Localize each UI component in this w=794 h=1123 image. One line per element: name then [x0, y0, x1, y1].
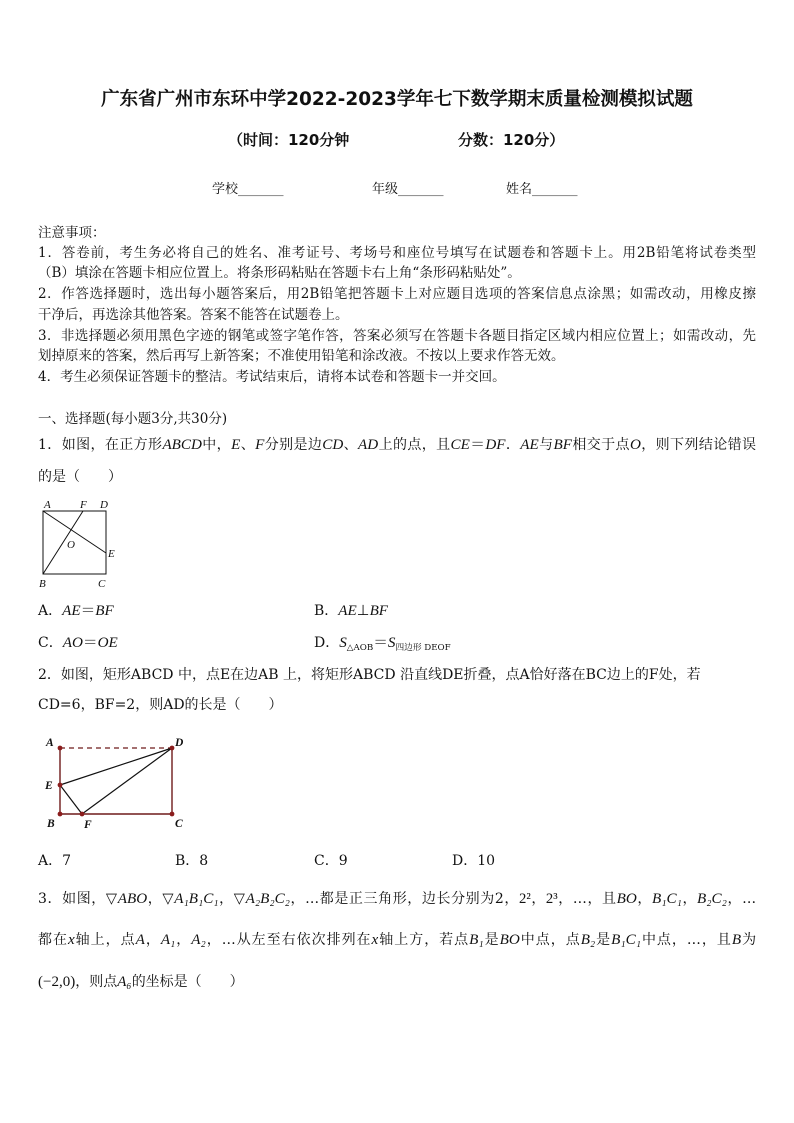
segment-bf: [43, 511, 83, 574]
section-heading: 一、选择题(每小题3分,共30分): [38, 411, 228, 427]
q3-math: A: [135, 932, 145, 948]
option-operator: ⊥: [356, 603, 370, 619]
q3-text: 中点，…，且: [640, 932, 732, 948]
q3-math: B₂C₂: [697, 891, 727, 907]
q3-text: ，…，且: [557, 891, 617, 907]
q1-text: ．: [505, 437, 521, 453]
option-math: AO: [62, 635, 83, 651]
point-d: [170, 746, 175, 751]
q3-math: B₁C₁: [611, 932, 641, 948]
q2-option-d: D．10: [452, 853, 496, 869]
q1-text: ，则下列结论错误: [640, 437, 756, 453]
q3-text: ，: [218, 891, 234, 907]
q3-math: x: [67, 932, 75, 948]
q3-stem-line: [38, 889, 756, 909]
q3-text: ，: [175, 932, 192, 948]
q3-math: A₆: [117, 974, 132, 990]
q3-text: 中点，点: [519, 932, 581, 948]
option-label: A．: [38, 603, 63, 619]
q2-stem-line-2: CD=6，BF=2，则AD的长是（ ）: [38, 697, 283, 713]
q1-math: E: [231, 437, 241, 453]
option-math: BF: [369, 603, 389, 619]
q1-text: 分别是边: [264, 437, 323, 453]
page-title: 广东省广州市东环中学2022-2023学年七下数学期末质量检测模拟试题: [101, 89, 693, 110]
option-math: AE: [338, 603, 357, 619]
label-point-c: C: [98, 578, 106, 590]
option-math: AE: [62, 603, 81, 619]
q3-math: B₂: [580, 932, 596, 948]
time-limit: （时间：120分钟: [228, 131, 350, 149]
q1-math: O: [629, 437, 641, 453]
label-point-b: B: [47, 818, 55, 830]
q3-math: B₁C₁: [652, 891, 682, 907]
q3-text: 是: [595, 932, 612, 948]
label-point-e: E: [45, 780, 53, 792]
q1-math: F: [255, 437, 265, 453]
label-point-d: D: [175, 737, 184, 749]
label-point-d: D: [100, 499, 108, 511]
option-subscript: 四边形 DEOF: [395, 643, 451, 654]
notice-line: （B）填涂在答题卡相应位置上。将条形码粘贴在答题卡右上角“条形码粘贴处”。: [38, 265, 521, 281]
point-e: [58, 783, 63, 788]
q3-text: ，: [530, 891, 546, 907]
q3-text: 的坐标是（ ）: [131, 974, 244, 990]
label-point-f: F: [80, 499, 87, 511]
segment-ef: [60, 785, 82, 814]
notice-line: 2．作答选择题时，选出每小题答案后，用2B铅笔把答题卡上对应题目选项的答案信息点涂黑；如需改动，用橡皮擦: [38, 286, 756, 302]
q3-text: ，则点: [75, 974, 118, 990]
q3-text: ，: [636, 891, 653, 907]
q1-math: AD: [358, 437, 379, 453]
q1-text: 相交于点: [572, 437, 630, 453]
q3-stem-line-3: [38, 972, 244, 992]
q3-math: A₂B₂C₂: [245, 891, 290, 907]
q3-symbol: ▽: [105, 891, 118, 907]
q1-text: 、: [343, 437, 359, 453]
q1-text: 1．如图，在正方形: [38, 437, 163, 453]
q1-option-b: [314, 601, 388, 621]
q3-stem-line-2: [38, 930, 756, 950]
q3-text: ，…从左至右依次排列在: [205, 932, 372, 948]
q3-text: 是: [483, 932, 500, 948]
q3-math: A₂: [191, 932, 206, 948]
school-field: 学校_______: [212, 182, 284, 197]
label-point-f: F: [84, 819, 92, 831]
q3-math: ABO: [117, 891, 148, 907]
point-a: [58, 746, 63, 751]
q3-text: ，: [147, 891, 163, 907]
q3-math: A₁: [160, 932, 176, 948]
q1-math: CE: [450, 437, 470, 453]
q1-math: DF: [485, 437, 506, 453]
q1-operator: ＝: [469, 437, 486, 453]
q3-symbol: ▽: [162, 891, 175, 907]
q3-text: 轴上方，若点: [378, 932, 470, 948]
q3-number: 2²: [518, 891, 531, 907]
notice-line: 1．答卷前，考生务必将自己的姓名、准考证号、考场号和座位号填写在试题卷和答题卡上。用2B铅笔将试卷类型: [38, 245, 756, 261]
label-point-c: C: [175, 818, 183, 830]
q1-text: 中，: [201, 437, 232, 453]
notice-heading: 注意事项：: [38, 225, 106, 241]
notice-line: 3．非选择题必须用黑色字迹的钢笔或签字笔作答，答案必须写在答题卡各题目指定区域内相应位置上；如需改动，先: [38, 328, 756, 344]
q3-coordinate: (−2,0): [38, 974, 76, 990]
label-point-o: O: [67, 539, 75, 551]
q3-math: BO: [499, 932, 520, 948]
point-c: [170, 812, 175, 817]
label-point-b: B: [39, 578, 46, 590]
option-math: S: [387, 635, 396, 651]
q2-option-c: C．9: [314, 853, 348, 869]
q1-text: 与: [538, 437, 554, 453]
segment-fd: [82, 748, 172, 814]
total-score: 分数：120分）: [458, 131, 565, 149]
q3-symbol: ▽: [233, 891, 246, 907]
q1-option-d: [314, 633, 451, 658]
label-point-a: A: [44, 499, 51, 511]
q3-math: x: [371, 932, 379, 948]
q1-stem-line: [38, 435, 756, 455]
q3-math: A₁B₁C₁: [174, 891, 219, 907]
q1-option-c: [38, 633, 118, 653]
option-operator: ＝: [80, 603, 96, 619]
point-f: [80, 812, 85, 817]
option-math: BF: [95, 603, 114, 619]
option-label: B．: [314, 603, 339, 619]
q3-text: ，: [144, 932, 161, 948]
q3-text: ，: [681, 891, 698, 907]
q1-stem-line-2: 的是（ ）: [38, 469, 122, 485]
q3-text: ，…都是正三角形，边长分别为2，: [289, 891, 519, 907]
notice-line: 干净后，再选涂其他答案。答案不能答在试题卷上。: [38, 307, 349, 323]
point-b: [58, 812, 63, 817]
option-label: C．: [38, 635, 63, 651]
q1-option-a: [38, 601, 114, 621]
notice-line: 划掉原来的答案，然后再写上新答案；不准使用铅笔和涂改液。不按以上要求作答无效。: [38, 348, 565, 364]
label-point-a: A: [46, 737, 54, 749]
q3-text: 都在: [38, 932, 68, 948]
grade-field: 年级_______: [372, 182, 444, 197]
option-label: D．: [314, 635, 340, 651]
q2-stem-line: 2．如图，矩形ABCD 中，点E在边AB 上，将矩形ABCD 沿直线DE折叠，点A恰好落在BC边上的F处，若: [38, 667, 701, 683]
name-field: 姓名_______: [506, 182, 578, 197]
q1-math: ABCD: [162, 437, 202, 453]
option-math: S: [339, 635, 347, 651]
q2-figure-rectangle: [40, 732, 190, 832]
option-math: OE: [97, 635, 118, 651]
option-operator: ＝: [82, 635, 98, 651]
q3-text: 轴上，点: [74, 932, 136, 948]
q3-math: B₁: [469, 932, 484, 948]
segment-ed: [60, 748, 172, 785]
notice-line: 4．考生必须保证答题卡的整洁。考试结束后，请将本试卷和答题卡一并交回。: [38, 369, 506, 385]
q1-text: 、: [240, 437, 256, 453]
label-point-e: E: [108, 548, 115, 560]
q3-text: 3．如图，: [38, 891, 106, 907]
option-subscript: △AOB: [346, 643, 374, 654]
q3-number: 2³: [545, 891, 558, 907]
q1-math: BF: [553, 437, 572, 453]
q1-text: 上的点，且: [378, 437, 451, 453]
q2-option-a: A．7: [38, 853, 72, 869]
q3-math: B: [731, 932, 742, 948]
q3-math: BO: [616, 891, 637, 907]
option-operator: ＝: [373, 635, 388, 651]
q3-text: 为: [741, 932, 757, 948]
q1-math: AE: [520, 437, 539, 453]
q3-text: ，…: [726, 891, 757, 907]
q2-option-b: B．8: [175, 853, 209, 869]
q1-figure-square: [36, 496, 120, 592]
q1-math: CD: [322, 437, 344, 453]
